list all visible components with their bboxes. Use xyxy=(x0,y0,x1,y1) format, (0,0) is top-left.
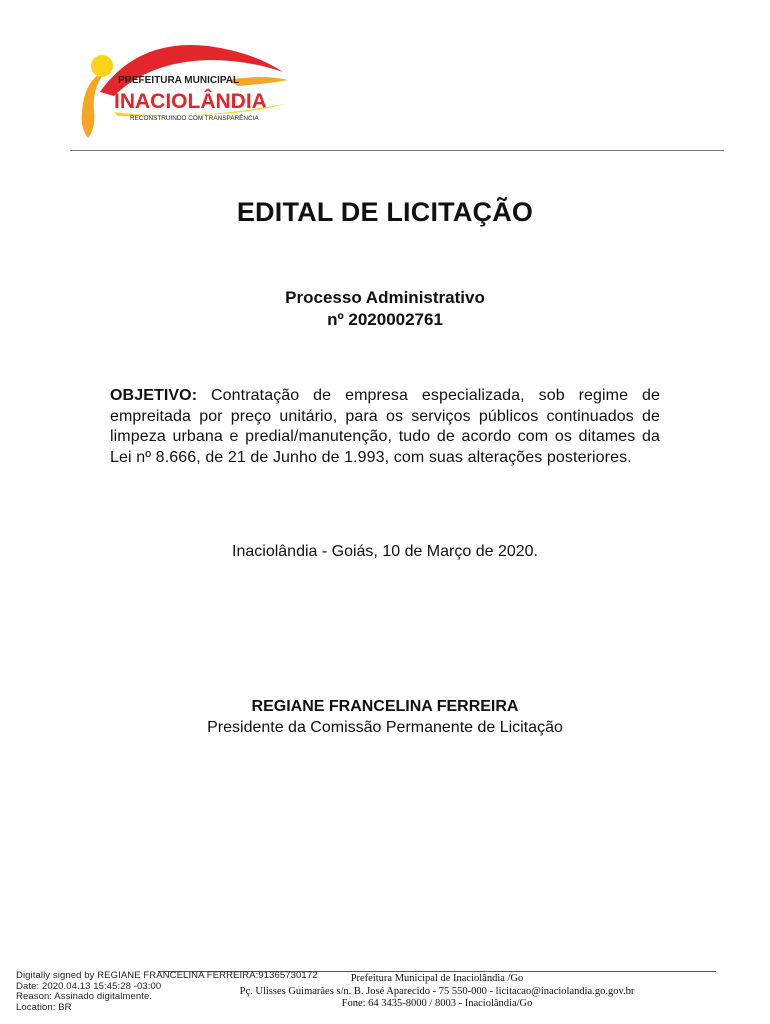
process-label: Processo Administrativo xyxy=(285,288,485,307)
dsig-signed-by: Digitally signed by REGIANE FRANCELINA FERREIRA:91365730172 xyxy=(16,970,318,981)
place-date: Inaciolândia - Goiás, 10 de Março de 2020. xyxy=(232,543,538,560)
footer-line-1: Prefeitura Municipal de Inaciolândia /Go xyxy=(350,973,524,984)
signer-name: REGIANE FRANCELINA FERREIRA xyxy=(251,698,519,715)
process-number: nº 2020002761 xyxy=(327,310,443,329)
logo-line3: RECONSTRUINDO COM TRANSPARÊNCIA xyxy=(130,115,259,122)
footer-line-2: Pç. Ulisses Guimarães s/n. B. José Aparecido - 75 550-000 - licitacao@inaciolandia.go.gov.br xyxy=(239,986,635,997)
dsig-date: Date: 2020.04.13 15:45:28 -03:00 xyxy=(16,980,162,992)
logo-orange-swoosh xyxy=(82,70,106,138)
document-title: EDITAL DE LICITAÇÃO xyxy=(236,197,534,227)
footer-line-3: Fone: 64 3435-8000 / 8003 - Inaciolândia/Go xyxy=(341,998,533,1009)
objective-paragraph xyxy=(110,386,660,468)
objective-text: Contratação de empresa especializada, sob regime de empreitada por preço unitário, para os serviços públicos continuados de limpeza urbana e predial/manutenção, tudo de acordo com os ditames da Lei nº 8.666, de 21 de Junho de 1.993, com suas alterações posteriores. xyxy=(110,387,660,466)
dsig-reason: Reason: Assinado digitalmente. xyxy=(16,991,153,1002)
prefeitura-logo xyxy=(78,40,292,140)
logo-red-arc xyxy=(100,45,283,96)
logo-sun xyxy=(91,55,113,77)
logo-line1: PREFEITURA MUNICIPAL xyxy=(118,75,240,86)
header-divider xyxy=(70,150,724,151)
signer-role: Presidente da Comissão Permanente de Licitação xyxy=(207,719,563,736)
digital-signature-stamp xyxy=(16,971,346,1013)
logo-line2: INACIOLÂNDIA xyxy=(114,90,267,113)
objective-label: OBJETIVO: xyxy=(110,387,198,404)
dsig-location: Location: BR xyxy=(16,1001,72,1013)
